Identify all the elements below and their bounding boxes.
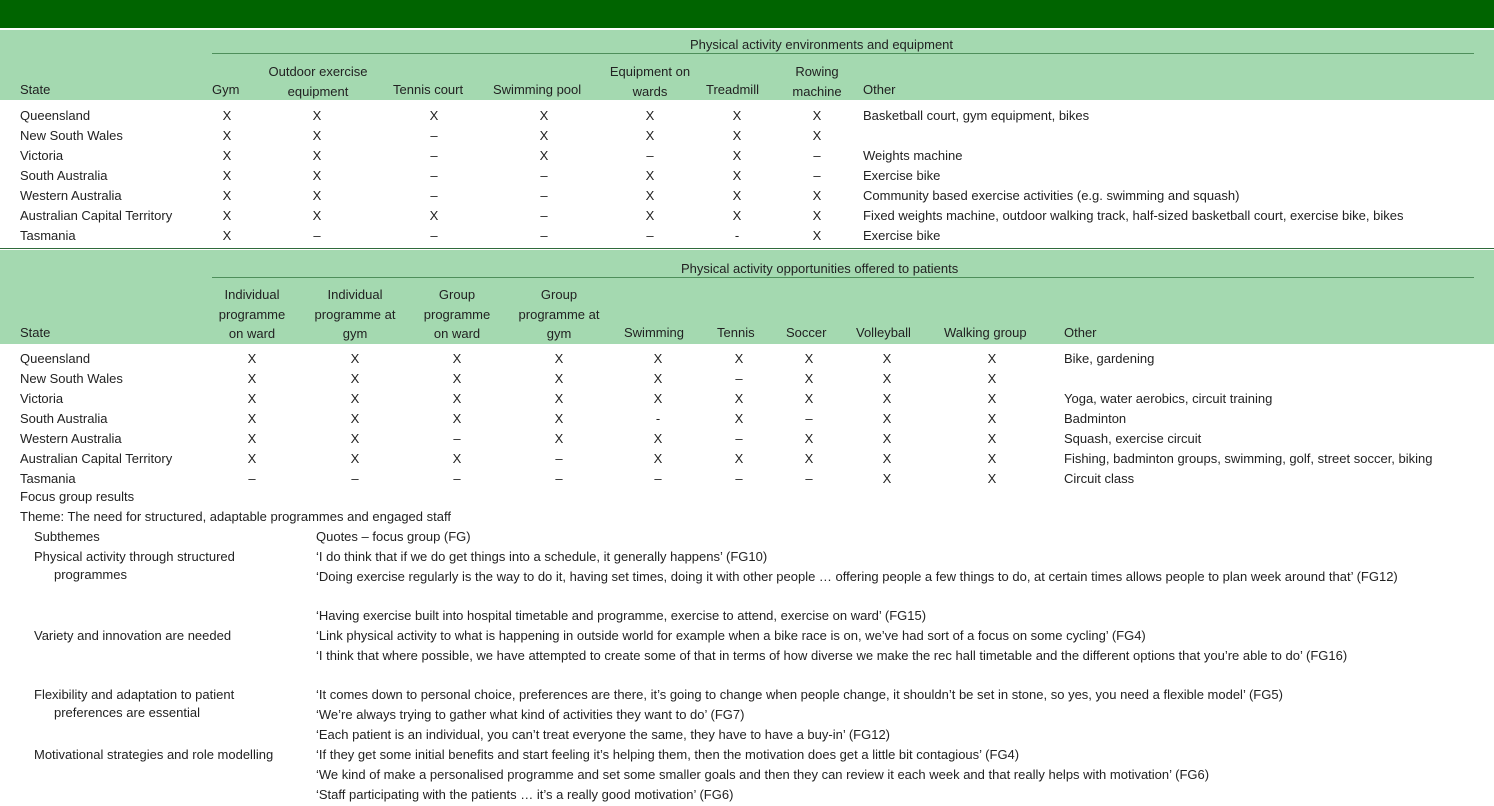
quote: ‘Staff participating with the patients … it’s a really good motivation’ (FG6)	[316, 787, 734, 802]
table-separator	[0, 248, 1494, 249]
table-cell: X	[554, 371, 564, 386]
table-cell: Victoria	[20, 391, 64, 406]
table-cell: X	[987, 411, 997, 426]
table-cell: –	[430, 188, 438, 203]
table-row	[0, 411, 1494, 431]
table-cell: Australian Capital Territory	[20, 208, 173, 223]
table-row	[0, 471, 1494, 491]
quote: ‘I think that where possible, we have attempted to create some of that in terms of how diverse we make the rec hall timetable and the different options that you’re able to do’ (FG16)	[316, 648, 1348, 663]
table-row	[0, 351, 1494, 371]
table-cell: Tasmania	[20, 471, 76, 486]
t1-col-pool: Swimming pool	[493, 82, 582, 97]
table-cell: Circuit class	[1064, 471, 1135, 486]
table-cell: X	[222, 208, 232, 223]
table-cell: –	[453, 471, 461, 486]
subtheme-name: Flexibility and adaptation to patient preferences are essential	[34, 687, 235, 720]
table-cell: X	[734, 391, 744, 406]
focus-title: Focus group results	[20, 489, 135, 504]
table-cell: X	[734, 351, 744, 366]
table-cell: –	[540, 188, 548, 203]
table-cell: X	[222, 148, 232, 163]
table-cell: Australian Capital Territory	[20, 451, 173, 466]
table-cell: X	[312, 208, 322, 223]
table-row	[0, 108, 1494, 128]
focus-subthemes-header: Subthemes	[34, 529, 100, 544]
t1-col-rowing: Rowing machine	[792, 64, 842, 99]
table-cell: X	[539, 108, 549, 123]
t1-col-state: State	[20, 82, 51, 97]
table-cell: X	[452, 371, 462, 386]
table-cell: –	[555, 451, 563, 466]
subtheme-name: Variety and innovation are needed	[34, 628, 232, 643]
table-cell: X	[222, 108, 232, 123]
table-cell: X	[247, 411, 257, 426]
table-cell: X	[653, 371, 663, 386]
table-cell: X	[222, 168, 232, 183]
table-cell: X	[653, 451, 663, 466]
table-cell: Queensland	[20, 351, 91, 366]
table-cell: X	[812, 188, 822, 203]
table-cell: X	[882, 391, 892, 406]
t1-col-outdoor: Outdoor exercise equipment	[268, 64, 368, 99]
table-cell: X	[350, 411, 360, 426]
table-cell: X	[222, 228, 232, 243]
table-cell: X	[653, 391, 663, 406]
table-cell: –	[654, 471, 662, 486]
table-cell: –	[430, 168, 438, 183]
table-cell: –	[540, 228, 548, 243]
table-cell: X	[350, 371, 360, 386]
table-cell: –	[555, 471, 563, 486]
table-cell: New South Wales	[20, 371, 123, 386]
top-bar	[0, 0, 1494, 28]
quote: ‘Doing exercise regularly is the way to do it, having set times, doing it with other people … offering people a few things to do, at certain times allows people to plan week around that’ (FG12)	[316, 569, 1398, 584]
table-cell: X	[987, 371, 997, 386]
table-cell: Community based exercise activities (e.g. swimming and squash)	[863, 188, 1240, 203]
table-cell: Squash, exercise circuit	[1064, 431, 1202, 446]
table-cell: –	[430, 128, 438, 143]
quote: ‘We’re always trying to gather what kind of activities they want to do’ (FG7)	[316, 707, 745, 722]
t2-col-grp-ward: Group programme on ward	[423, 287, 491, 341]
table-cell: X	[645, 188, 655, 203]
table-cell: X	[653, 351, 663, 366]
table-cell: X	[882, 431, 892, 446]
table-cell: –	[805, 411, 813, 426]
quote: ‘I do think that if we do get things into a schedule, it generally happens’ (FG10)	[316, 549, 768, 564]
table1-group-header: Physical activity environments and equipment	[690, 37, 954, 52]
table-cell: –	[735, 431, 743, 446]
table-cell: –	[540, 168, 548, 183]
table-cell: X	[312, 168, 322, 183]
table-cell: X	[350, 431, 360, 446]
table2-group-header: Physical activity opportunities offered to patients	[681, 261, 959, 276]
table1-group-rule	[212, 53, 1474, 54]
table-cell: Bike, gardening	[1064, 351, 1155, 366]
table-cell: X	[539, 128, 549, 143]
table-cell: X	[645, 208, 655, 223]
table-cell: Western Australia	[20, 188, 122, 203]
table-row	[0, 168, 1494, 188]
table-cell: X	[812, 108, 822, 123]
table-cell: Fixed weights machine, outdoor walking track, half-sized basketball court, exercise bike, bikes	[863, 208, 1404, 223]
table-cell: –	[430, 228, 438, 243]
subtheme-name: Motivational strategies and role modelling	[34, 747, 274, 762]
table-cell: X	[732, 108, 742, 123]
table-cell: X	[312, 188, 322, 203]
table-cell: X	[554, 351, 564, 366]
table-cell: –	[646, 228, 654, 243]
table-cell: Weights machine	[863, 148, 963, 163]
table-cell: X	[804, 451, 814, 466]
table-cell: –	[735, 371, 743, 386]
table-cell: X	[312, 148, 322, 163]
t1-col-gym: Gym	[212, 82, 240, 97]
table-cell: South Australia	[20, 411, 108, 426]
table-cell: Yoga, water aerobics, circuit training	[1064, 391, 1273, 406]
table-cell: X	[804, 431, 814, 446]
quote: ‘Having exercise built into hospital timetable and programme, exercise to attend, exercise on ward’ (FG15)	[316, 608, 927, 623]
table-cell: X	[882, 371, 892, 386]
table-cell: X	[812, 228, 822, 243]
table-cell: X	[987, 471, 997, 486]
table-cell: X	[350, 451, 360, 466]
table2-group-rule	[212, 277, 1474, 278]
table-cell: X	[312, 108, 322, 123]
t2-col-soccer: Soccer	[786, 325, 827, 340]
table-cell: X	[350, 351, 360, 366]
table-cell: -	[734, 228, 740, 243]
table-cell: X	[987, 451, 997, 466]
table-cell: X	[247, 431, 257, 446]
quote: ‘It comes down to personal choice, preferences are there, it’s going to change when people change, it shouldn’t be set in stone, so yes, you need a flexible model’ (FG5)	[316, 687, 1283, 702]
table-cell: X	[882, 451, 892, 466]
table-cell: X	[452, 391, 462, 406]
table-cell: –	[351, 471, 359, 486]
table-cell: –	[540, 208, 548, 223]
table-cell: -	[655, 411, 661, 426]
table-row	[0, 371, 1494, 391]
table-cell: X	[429, 208, 439, 223]
table-cell: X	[554, 391, 564, 406]
table-cell: –	[646, 148, 654, 163]
table-row	[0, 148, 1494, 168]
table-cell: X	[452, 351, 462, 366]
table-row	[0, 391, 1494, 411]
table-cell: X	[222, 188, 232, 203]
table-cell: X	[987, 431, 997, 446]
table-cell: Basketball court, gym equipment, bikes	[863, 108, 1090, 123]
quote: ‘Link physical activity to what is happening in outside world for example when a bike race is on, we’ve had sort of a focus on some cycling’ (FG4)	[316, 628, 1146, 643]
t2-col-walk: Walking group	[944, 325, 1027, 340]
table-cell: Victoria	[20, 148, 64, 163]
table-cell: X	[247, 391, 257, 406]
quote: ‘We kind of make a personalised programme and set some smaller goals and then they can review it each week and that really helps with motivation’ (FG6)	[316, 767, 1210, 782]
table-cell: X	[987, 351, 997, 366]
table-cell: X	[734, 451, 744, 466]
table-cell: X	[247, 451, 257, 466]
table-cell: –	[813, 168, 821, 183]
table-cell: X	[882, 471, 892, 486]
table-row	[0, 188, 1494, 208]
table-row	[0, 228, 1494, 248]
table-cell: X	[312, 128, 322, 143]
t1-col-wards: Equipment on wards	[609, 64, 691, 99]
table-cell: South Australia	[20, 168, 108, 183]
table-cell: Exercise bike	[863, 228, 941, 243]
t2-col-swim: Swimming	[624, 325, 684, 340]
table-cell: –	[805, 471, 813, 486]
table-cell: –	[735, 471, 743, 486]
table-cell: X	[247, 351, 257, 366]
table-row	[0, 208, 1494, 228]
table-cell: X	[882, 351, 892, 366]
table-cell: Exercise bike	[863, 168, 941, 183]
quote: ‘Each patient is an individual, you can’t treat everyone the same, they have to have a buy-in’ (FG12)	[316, 727, 891, 742]
t2-col-volley: Volleyball	[856, 325, 911, 340]
table-row	[0, 451, 1494, 471]
table-cell: –	[453, 431, 461, 446]
table-cell: New South Wales	[20, 128, 123, 143]
focus-quotes-header: Quotes – focus group (FG)	[316, 529, 471, 544]
table-cell: X	[804, 351, 814, 366]
t2-col-tennis: Tennis	[717, 325, 755, 340]
t1-col-tennis: Tennis court	[393, 82, 464, 97]
table-cell: –	[430, 148, 438, 163]
table-cell: X	[350, 391, 360, 406]
table-cell: X	[429, 108, 439, 123]
table-cell: X	[222, 128, 232, 143]
subtheme-name: Physical activity through structured programmes	[34, 549, 235, 582]
table-cell: X	[732, 128, 742, 143]
table-cell: –	[248, 471, 256, 486]
focus-theme: Theme: The need for structured, adaptable programmes and engaged staff	[20, 509, 451, 524]
t1-col-treadmill: Treadmill	[706, 82, 759, 97]
table-cell: Western Australia	[20, 431, 122, 446]
t1-col-other: Other	[863, 82, 896, 97]
table-cell: X	[653, 431, 663, 446]
table-cell: –	[313, 228, 321, 243]
table-row	[0, 128, 1494, 148]
quote: ‘If they get some initial benefits and start feeling it’s helping them, then the motivation does get a little bit contagious’ (FG4)	[316, 747, 1020, 762]
table-cell: X	[732, 148, 742, 163]
table-row	[0, 431, 1494, 451]
table-cell: X	[645, 128, 655, 143]
t2-col-other: Other	[1064, 325, 1097, 340]
table-cell: X	[732, 208, 742, 223]
t2-col-ind-gym: Individual programme at gym	[314, 287, 396, 341]
table-cell: Tasmania	[20, 228, 76, 243]
table-cell: X	[734, 411, 744, 426]
t2-col-grp-gym: Group programme at gym	[518, 287, 600, 341]
table-cell: X	[645, 168, 655, 183]
table-cell: X	[804, 371, 814, 386]
table-cell: X	[804, 391, 814, 406]
table-cell: X	[882, 411, 892, 426]
table-cell: –	[813, 148, 821, 163]
table-cell: X	[452, 411, 462, 426]
table-cell: X	[732, 188, 742, 203]
table-cell: Badminton	[1064, 411, 1127, 426]
table-cell: X	[812, 128, 822, 143]
t2-col-state: State	[20, 325, 51, 340]
table-cell: X	[247, 371, 257, 386]
table-cell: X	[812, 208, 822, 223]
table-cell: X	[554, 431, 564, 446]
table-cell: X	[987, 391, 997, 406]
t2-col-ind-ward: Individual programme on ward	[218, 287, 286, 341]
table-cell: X	[645, 108, 655, 123]
table-cell: X	[452, 451, 462, 466]
table-cell: X	[732, 168, 742, 183]
table-cell: Fishing, badminton groups, swimming, golf, street soccer, biking	[1064, 451, 1433, 466]
table-cell: X	[554, 411, 564, 426]
table-cell: Queensland	[20, 108, 91, 123]
table-cell: X	[539, 148, 549, 163]
